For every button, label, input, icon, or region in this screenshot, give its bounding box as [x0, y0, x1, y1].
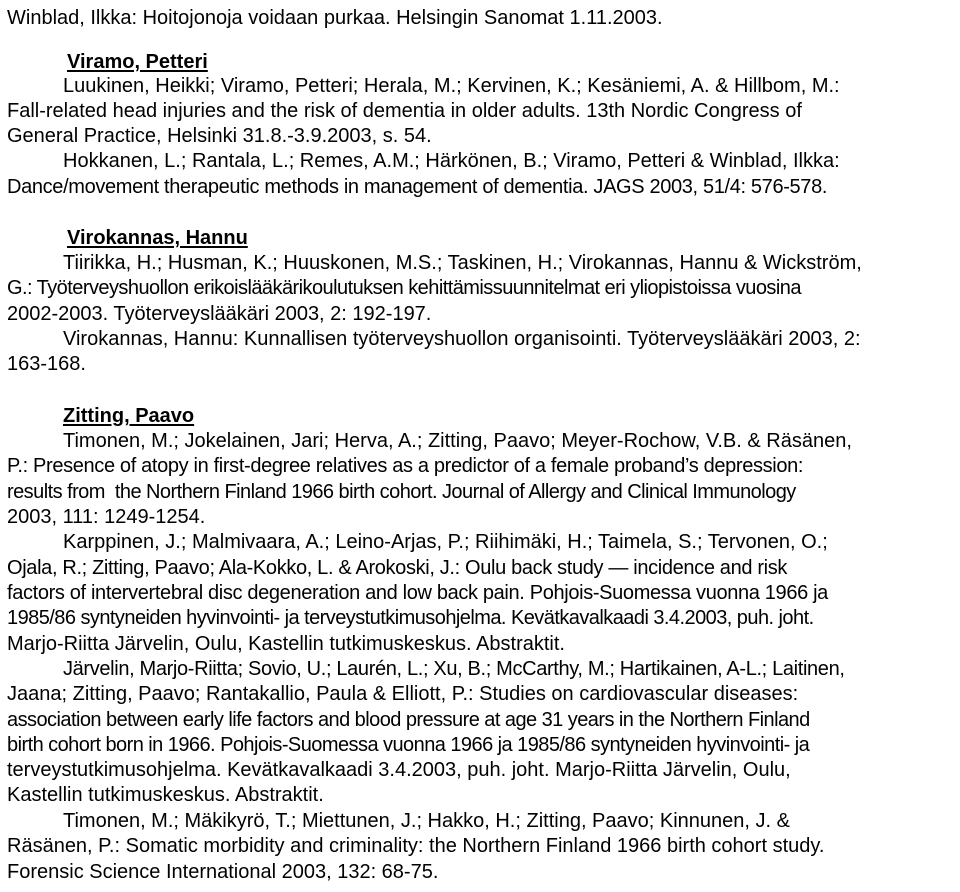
reference-line: factors of intervertebral disc degeneration and low back pain. Pohjois-Suomessa vuonna 1966 ja: [7, 582, 828, 604]
reference-line: Jaana; Zitting, Paavo; Rantakallio, Paula & Elliott, P.: Studies on cardiovascular diseases:: [7, 683, 799, 705]
reference-line: Tiirikka, H.; Husman, K.; Huuskonen, M.S.; Taskinen, H.; Virokannas, Hannu & Wickström,: [63, 252, 862, 274]
reference-line: Räsänen, P.: Somatic morbidity and criminality: the Northern Finland 1966 birth cohort study.: [7, 835, 825, 857]
reference-line: Dance/movement therapeutic methods in management of dementia. JAGS 2003, 51/4: 576-578.: [7, 176, 828, 198]
reference-line: Karppinen, J.; Malmivaara, A.; Leino-Arjas, P.; Riihimäki, H.; Taimela, S.; Tervonen, O.;: [63, 531, 828, 553]
reference-line: 2002-2003. Työterveyslääkäri 2003, 2: 192-197.: [7, 303, 432, 325]
reference-line: Fall-related head injuries and the risk of dementia in older adults. 13th Nordic Congress of: [7, 100, 802, 122]
reference-line: birth cohort born in 1966. Pohjois-Suomessa vuonna 1966 ja 1985/86 syntyneiden hyvinvointi- ja: [7, 734, 810, 756]
reference-line: General Practice, Helsinki 31.8.-3.9.2003, s. 54.: [7, 125, 432, 147]
reference-line: P.: Presence of atopy in first-degree relatives as a predictor of a female proband’s depression:: [7, 455, 804, 477]
reference-line: Ojala, R.; Zitting, Paavo; Ala-Kokko, L. & Arokoski, J.: Oulu back study — incidence and risk: [7, 557, 788, 579]
reference-line: Järvelin, Marjo-Riitta; Sovio, U.; Laurén, L.; Xu, B.; McCarthy, M.; Hartikainen, A-L.; Laitinen,: [63, 658, 845, 680]
reference-line: Marjo-Riitta Järvelin, Oulu, Kastellin tutkimuskeskus. Abstraktit.: [7, 633, 565, 655]
reference-line: results from the Northern Finland 1966 birth cohort. Journal of Allergy and Clinical Immunology: [7, 481, 796, 503]
reference-line: Winblad, Ilkka: Hoitojonoja voidaan purkaa. Helsingin Sanomat 1.11.2003.: [7, 7, 663, 29]
author-heading-virokannas: Virokannas, Hannu: [67, 227, 248, 249]
reference-line: 1985/86 syntyneiden hyvinvointi- ja terveystutkimusohjelma. Kevätkavalkaadi 3.4.2003, puh. joht.: [7, 607, 814, 629]
reference-line: 163-168.: [7, 353, 86, 375]
reference-line: association between early life factors and blood pressure at age 31 years in the Northern Finland: [7, 709, 810, 731]
author-heading-viramo: Viramo, Petteri: [67, 51, 208, 73]
reference-line: Hokkanen, L.; Rantala, L.; Remes, A.M.; Härkönen, B.; Viramo, Petteri & Winblad, Ilkka:: [63, 150, 840, 172]
reference-line: 2003, 111: 1249-1254.: [7, 506, 206, 528]
reference-line: terveystutkimusohjelma. Kevätkavalkaadi 3.4.2003, puh. joht. Marjo-Riitta Järvelin, Oulu,: [7, 759, 791, 781]
reference-line: Luukinen, Heikki; Viramo, Petteri; Herala, M.; Kervinen, K.; Kesäniemi, A. & Hillbom, M.:: [63, 75, 840, 97]
reference-line: Timonen, M.; Mäkikyrö, T.; Miettunen, J.; Hakko, H.; Zitting, Paavo; Kinnunen, J. &: [63, 810, 790, 832]
reference-line: Virokannas, Hannu: Kunnallisen työterveyshuollon organisointi. Työterveyslääkäri 2003, 2:: [63, 328, 861, 350]
reference-line: Kastellin tutkimuskeskus. Abstraktit.: [7, 784, 324, 806]
author-heading-zitting: Zitting, Paavo: [63, 405, 195, 427]
reference-line: G.: Työterveyshuollon erikoislääkärikoulutuksen kehittämissuunnitelmat eri yliopistoissa vuosina: [7, 277, 801, 299]
reference-line: Timonen, M.; Jokelainen, Jari; Herva, A.; Zitting, Paavo; Meyer-Rochow, V.B. & Räsänen,: [63, 430, 852, 452]
reference-line: Forensic Science International 2003, 132: 68-75.: [7, 861, 439, 883]
